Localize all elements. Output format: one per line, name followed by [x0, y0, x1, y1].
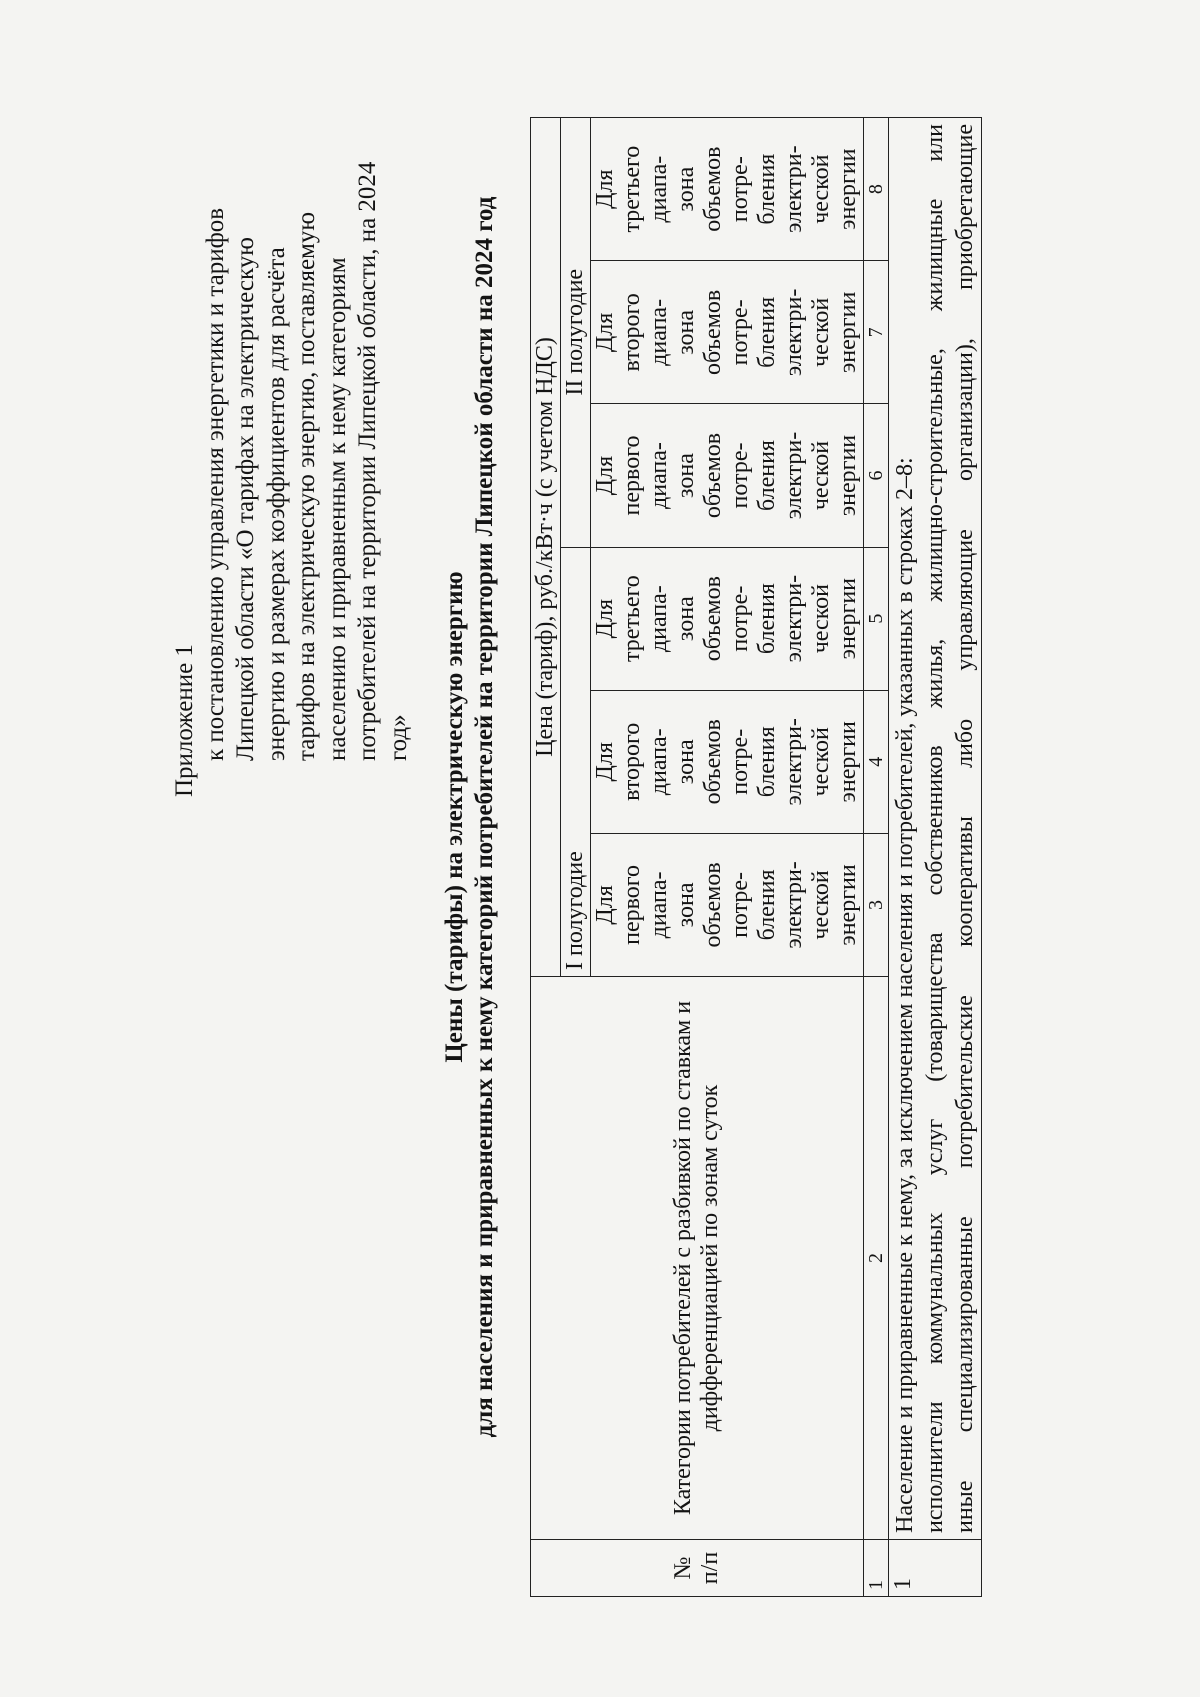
zone-header-line: диапа-	[646, 442, 672, 509]
tariff-table	[530, 117, 982, 1597]
row-text-line: иные специализированные потребительские кооперативы либо управляющие организации), приобретающие	[952, 124, 978, 1533]
zone-header-line: диапа-	[646, 728, 672, 796]
zone-header-line: потре-	[727, 728, 753, 795]
zone-header-line: зона	[673, 596, 699, 642]
zone-header-line: энергии	[835, 434, 861, 517]
zone-header-line: потре-	[727, 871, 753, 938]
zone-header-line: бления	[754, 153, 780, 225]
number-abbr: п/п	[697, 1551, 723, 1585]
zone-header-line: ческой	[808, 297, 834, 367]
zone-header-line: потре-	[727, 299, 753, 366]
zone-header-line: объемов	[700, 719, 726, 805]
zone-header	[591, 261, 864, 404]
zone-header-line: третьего	[619, 145, 645, 233]
number-header	[531, 1540, 864, 1597]
zone-header-line: потре-	[727, 442, 753, 509]
row-number: 1	[889, 1540, 982, 1597]
row-text-line: Население и приравненные к нему, за исключением населения и потребителей, указанных в строках 2–8:	[892, 457, 918, 1533]
zone-header-line: бления	[754, 869, 780, 941]
document-title	[440, 67, 500, 1567]
appendix-line: Липецкой области «О тарифах на электрическую	[232, 237, 259, 761]
zone-header-line: энергии	[835, 148, 861, 230]
appendix-line: энергию и размерах коэффициентов для расчёта	[262, 247, 290, 761]
appendix-line: населению и приравненным к нему категориям	[323, 257, 351, 761]
zone-header-line: энергии	[835, 577, 861, 660]
zone-header-line: объемов	[700, 432, 726, 519]
column-index: 2	[864, 977, 889, 1540]
column-index-row	[864, 118, 889, 1597]
appendix-heading: Приложение 1	[171, 644, 198, 797]
zone-header-line: диапа-	[646, 585, 672, 653]
row-text-line: исполнители коммунальных услуг (товарищества собственников жилья, жилищно-строительные, жилищные или	[922, 124, 948, 1533]
zone-header-line: ческой	[808, 870, 834, 940]
zone-header-line: зона	[673, 166, 699, 212]
zone-header-line: энергии	[835, 864, 861, 946]
zone-header-line: третьего	[619, 575, 645, 663]
appendix-line: потребителей на территории Липецкой области, на 2024	[354, 161, 381, 761]
zone-header	[591, 690, 864, 833]
zone-header-line: ческой	[808, 440, 834, 511]
column-index: 7	[864, 261, 889, 404]
zone-header-line: диапа-	[646, 155, 672, 223]
zone-header-line: электри-	[781, 718, 807, 806]
appendix-body	[201, 77, 415, 761]
zone-header-line: объемов	[700, 289, 726, 375]
zone-header-line: первого	[619, 435, 645, 516]
zone-header-line: Для	[592, 169, 618, 209]
appendix-line: к постановлению управления энергетики и тарифов	[201, 207, 229, 761]
column-index: 4	[864, 690, 889, 833]
zone-header	[591, 404, 864, 547]
zone-header-line: бления	[754, 440, 780, 511]
zone-header-line: второго	[619, 293, 645, 372]
zone-header-line: энергии	[835, 721, 861, 803]
zone-header-line: зона	[673, 453, 699, 498]
zone-header	[591, 833, 864, 976]
row-category-text	[889, 118, 982, 1540]
zone-header-line: Для	[592, 598, 618, 639]
zone-header	[591, 547, 864, 690]
zone-header-line: зона	[673, 739, 699, 785]
title-line-2: для населения и приравненных к нему категорий потребителей на территории Липецкой области на 2024 год	[471, 196, 498, 1438]
category-header: Категории потребителей с разбивкой по ставкам и дифференциацией по зонам суток	[531, 977, 864, 1540]
half-year-1-header: I полугодие	[561, 547, 591, 976]
zone-header-line: энергии	[835, 291, 861, 374]
table-row	[889, 118, 982, 1597]
zone-header-line: Для	[592, 742, 618, 782]
zone-header-line: электри-	[781, 288, 807, 377]
zone-header-line: диапа-	[646, 871, 672, 939]
column-index: 8	[864, 118, 889, 261]
zone-header-line: потре-	[727, 156, 753, 223]
zone-header-line: зона	[673, 882, 699, 928]
number-sign: №	[670, 1556, 696, 1580]
zone-header-line: электри-	[781, 145, 807, 233]
column-index: 1	[864, 1540, 889, 1597]
zone-header-line: диапа-	[646, 298, 672, 366]
header-row-price	[531, 118, 561, 1597]
zone-header-line: второго	[619, 722, 645, 801]
zone-header-line: объемов	[700, 576, 726, 662]
column-index: 5	[864, 547, 889, 690]
zone-header-line: Для	[592, 885, 618, 925]
column-index: 3	[864, 833, 889, 976]
column-index: 6	[864, 404, 889, 547]
zone-header-line: ческой	[808, 154, 834, 224]
zone-header-line: электри-	[781, 431, 807, 520]
zone-header-line: ческой	[808, 584, 834, 654]
appendix-line: год»	[384, 714, 412, 761]
price-header: Цена (тариф), руб./кВт·ч (с учетом НДС)	[531, 118, 561, 977]
zone-header	[591, 118, 864, 261]
title-line-1: Цены (тарифы) на электрическую энергию	[441, 571, 468, 1063]
zone-header-line: ческой	[808, 727, 834, 797]
half-year-2-header: II полугодие	[561, 118, 591, 548]
zone-header-line: первого	[619, 864, 645, 945]
zone-header-line: бления	[754, 726, 780, 798]
zone-header-line: Для	[592, 312, 618, 353]
appendix-line: тарифов на электрическую энергию, поставляемую	[293, 211, 320, 761]
zone-header-line: Для	[592, 455, 618, 496]
zone-header-line: объемов	[700, 862, 726, 948]
zone-header-line: электри-	[781, 861, 807, 949]
zone-header-line: потре-	[727, 585, 753, 652]
zone-header-line: зона	[673, 309, 699, 355]
zone-header-line: бления	[754, 583, 780, 655]
zone-header-line: электри-	[781, 574, 807, 663]
appendix-note	[170, 77, 414, 797]
zone-header-line: объемов	[700, 146, 726, 232]
zone-header-line: бления	[754, 296, 780, 368]
